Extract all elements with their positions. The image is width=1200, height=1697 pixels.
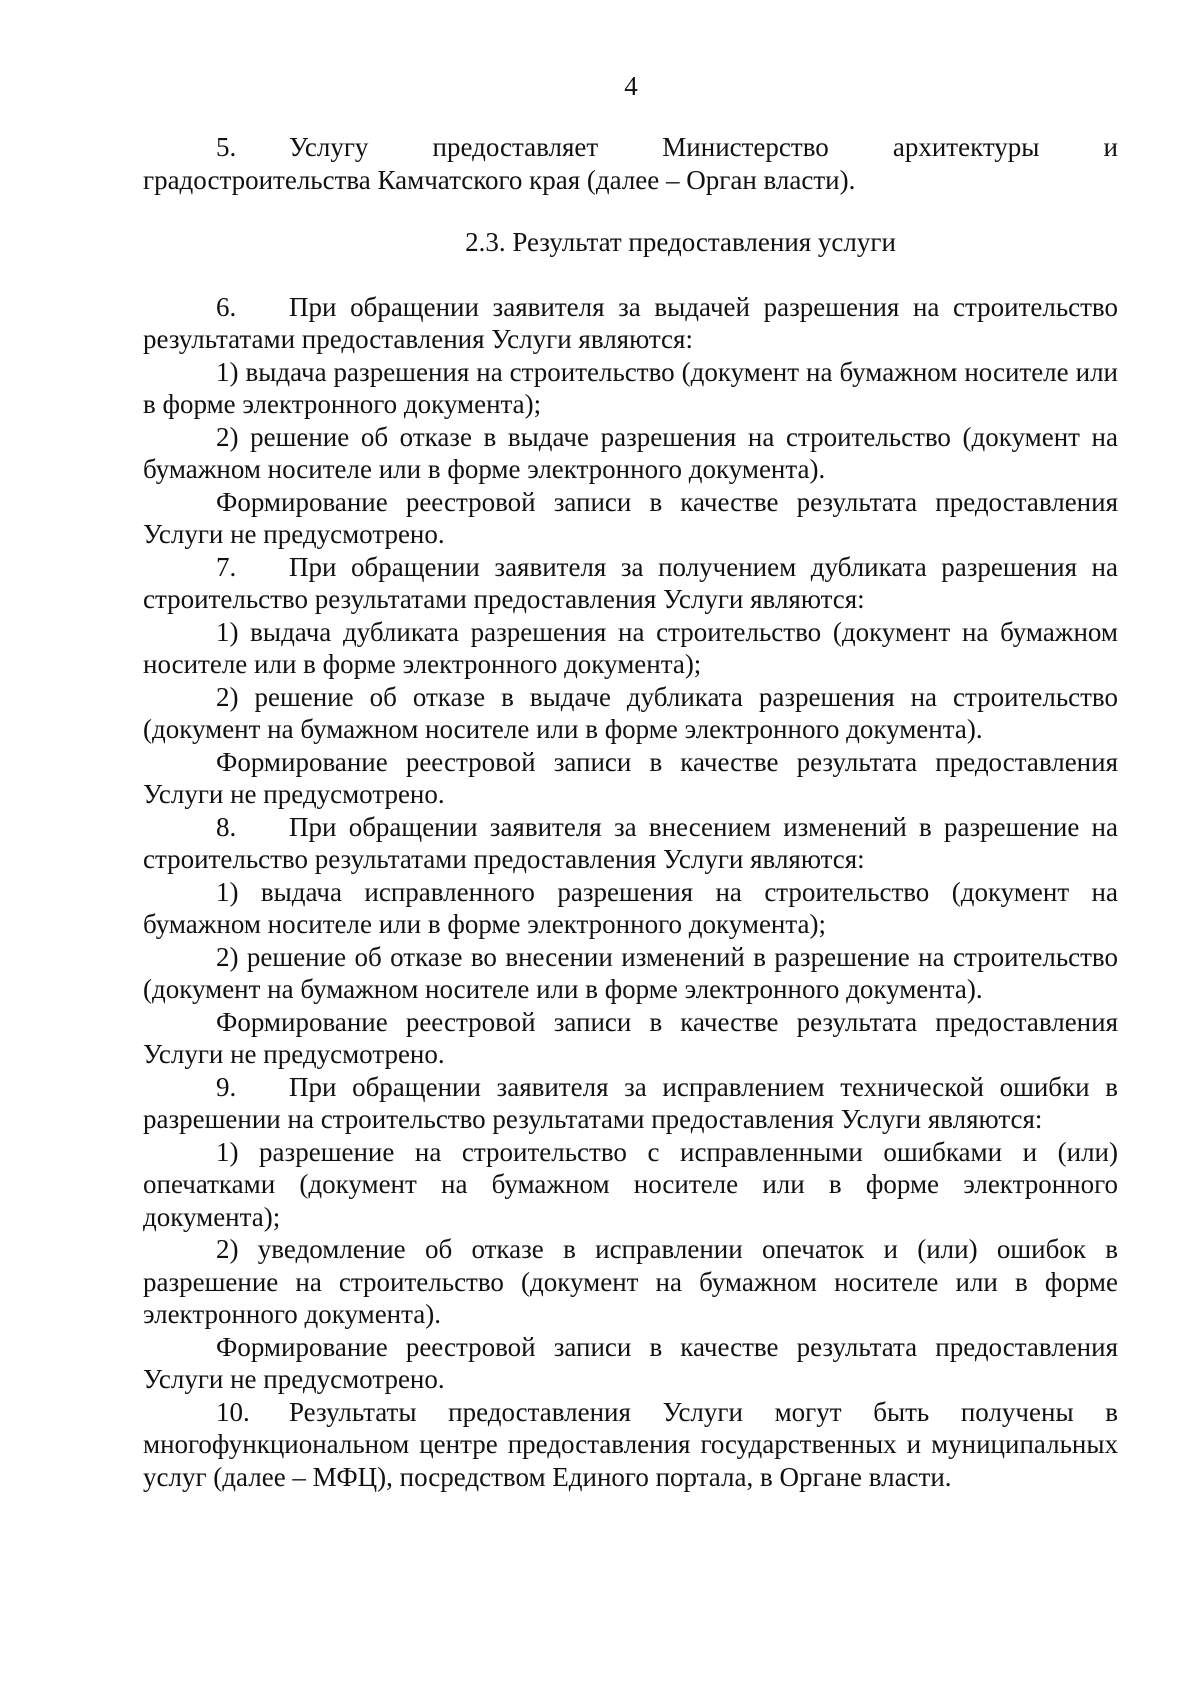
paragraph-8-registry-note: Формирование реестровой записи в качестве результата предоставления Услуги не предусмотрено.: [143, 1006, 1118, 1069]
page-number: 4: [624, 71, 638, 101]
paragraph-5-text-rest: градостроительства Камчатского края (далее – Орган власти).: [143, 164, 856, 195]
paragraph-6-text: При обращении заявителя за выдачей разрешения на строительство результатами предоставления Услуги являются:: [143, 291, 1118, 354]
paragraph-7-registry-note: Формирование реестровой записи в качестве результата предоставления Услуги не предусмотрено.: [143, 746, 1118, 809]
paragraph-6-item-1: 1) выдача разрешения на строительство (документ на бумажном носителе или в форме электронного документа);: [143, 356, 1118, 419]
paragraph-5-text-line1: Услугу предоставляет Министерство архитектуры и: [289, 132, 1118, 162]
paragraph-6: [143, 291, 1118, 356]
paragraph-8-item-1: 1) выдача исправленного разрешения на строительство (документ на бумажном носителе или в форме электронного документа);: [143, 876, 1118, 939]
paragraph-7-number: 7.: [216, 551, 237, 582]
paragraph-10-text: Результаты предоставления Услуги могут быть получены в многофункциональном центре предоставления государственных и муниципальных услуг (далее – МФЦ), посредством Единого портала, в Органе власти.: [143, 1396, 1118, 1492]
paragraph-9-item-1: 1) разрешение на строительство с исправленными ошибками и (или) опечатками (документ на бумажном носителе или в форме электронного документа);: [143, 1136, 1118, 1232]
paragraph-6-number: 6.: [216, 291, 237, 322]
paragraph-5-number: 5.: [216, 132, 237, 162]
paragraph-9: [143, 1071, 1118, 1136]
paragraph-8-item-2: 2) решение об отказе во внесении изменений в разрешение на строительство (документ на бумажном носителе или в форме электронного документа).: [143, 941, 1118, 1004]
paragraph-9-item-2: 2) уведомление об отказе в исправлении опечаток и (или) ошибок в разрешение на строительство (документ на бумажном носителе или в форме электронного документа).: [143, 1234, 1118, 1329]
section-heading: 2.3. Результат предоставления услуги: [465, 227, 896, 257]
paragraph-7-item-1: 1) выдача дубликата разрешения на строительство (документ на бумажном носителе или в форме электронного документа);: [143, 616, 1118, 679]
paragraph-7-item-2: 2) решение об отказе в выдаче дубликата разрешения на строительство (документ на бумажном носителе или в форме электронного документа).: [143, 681, 1118, 744]
paragraph-7-text: При обращении заявителя за получением дубликата разрешения на строительство результатами предоставления Услуги являются:: [143, 551, 1118, 614]
paragraph-5-line1: [143, 131, 1118, 164]
paragraph-8-text: При обращении заявителя за внесением изменений в разрешение на строительство результатами предоставления Услуги являются:: [143, 811, 1118, 874]
paragraph-9-registry-note: Формирование реестровой записи в качестве результата предоставления Услуги не предусмотрено.: [143, 1331, 1118, 1394]
paragraph-7: [143, 551, 1118, 616]
paragraph-6-item-2: 2) решение об отказе в выдаче разрешения на строительство (документ на бумажном носителе или в форме электронного документа).: [143, 421, 1118, 484]
paragraph-6-registry-note: Формирование реестровой записи в качестве результата предоставления Услуги не предусмотрено.: [143, 486, 1118, 549]
paragraph-8-number: 8.: [216, 811, 237, 842]
paragraph-8: [143, 811, 1118, 876]
paragraph-9-number: 9.: [216, 1071, 237, 1102]
paragraph-10-number: 10.: [216, 1396, 250, 1427]
paragraph-10: [143, 1396, 1118, 1494]
paragraph-9-text: При обращении заявителя за исправлением технической ошибки в разрешении на строительство результатами предоставления Услуги являются:: [143, 1071, 1118, 1134]
document-body: [143, 131, 1118, 1493]
